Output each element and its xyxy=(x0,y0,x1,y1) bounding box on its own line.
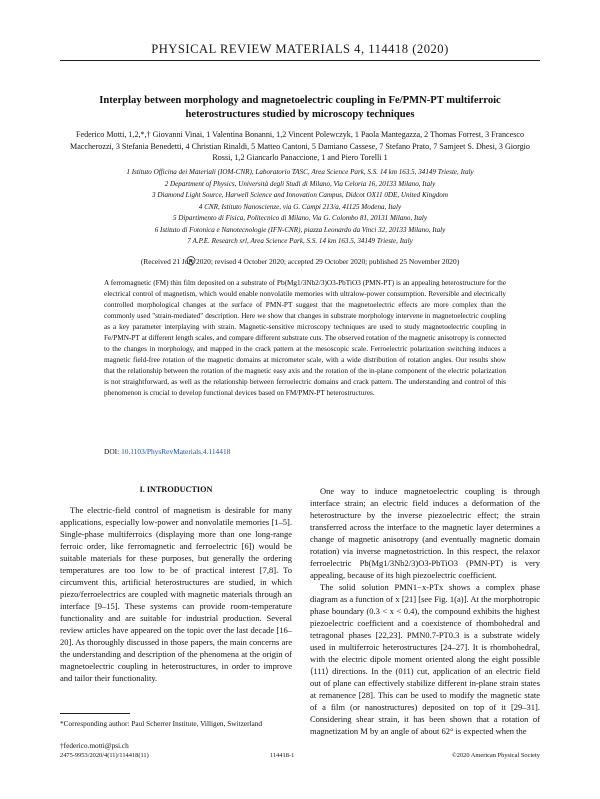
affiliation: 4 CNR, Istituto Nanoscienze, via G. Campi 213/a, 41125 Modena, Italy xyxy=(198,202,402,211)
copyright: ©2020 American Physical Society xyxy=(451,752,540,759)
affiliation: 5 Dipartimento di Fisica, Politecnico di Milano, Via G. Colombo 81, 20131 Milano, Italy xyxy=(172,214,428,222)
doi-link[interactable]: 10.1103/PhysRevMaterials.4.114418 xyxy=(121,447,231,456)
right-column xyxy=(310,485,540,737)
affiliation: 7 A.P.E. Research srl, Area Science Park, S.S. 14 km 163.5, 34149 Trieste, Italy xyxy=(187,237,413,245)
left-column xyxy=(60,484,292,684)
affiliation-list xyxy=(70,167,530,248)
author-list: Federico Motti, 1,2,*,† Giovanni Vinai, 1 Valentina Bonanni, 1,2 Vincent Polewczyk, 1 Paola Mantegazza, 2 Thomas Forrest, 3 Francesco Maccherozzi, 3 Stefania Benedetti, 4 Christian Rinaldi, 5 Matteo Cantoni, 5 Damiano Cassese, 7 Stefano Prato, 7 Samjeet S. Dhesi, 3 Giorgio Rossi, 1,2 Giancarlo Panaccione, 1 and Piero Torelli 1 xyxy=(70,130,530,163)
paper-title: Interplay between morphology and magnetoelectric coupling in Fe/PMN-PT multiferroic heterostructures studied by microscopy techniques xyxy=(99,95,501,120)
footnote-rule xyxy=(60,713,130,714)
affiliation: 6 Istituto di Fotonica e Nanotecnologie (IFN-CNR), piazza Leonardo da Vinci 32, 20133 Milano, Italy xyxy=(154,225,446,234)
journal-header: PHYSICAL REVIEW MATERIALS 4, 114418 (2020) xyxy=(151,42,449,56)
section-heading: I. INTRODUCTION xyxy=(139,485,213,494)
header-rule xyxy=(60,60,540,61)
doi-label: DOI: xyxy=(104,447,120,456)
abstract: A ferromagnetic (FM) thin film deposited on a substrate of Pb(Mg1/3Nb2/3)O3-PbTiO3 (PMN-PT) is an appealing heterostructure for the electrical control of magnetism, which would enable nonvolatile memories with ultralow-power consumption. Reversible and electrically controlled morphological changes at the surface of PMN-PT suggest that the magnetoelectric effects are more complex than the commonly used "strain-mediated" description. Here we show that changes in substrate morphology intervene in magnetoelectric coupling as a key parameter interplaying with strain. Magnetic-sensitive microscopy techniques are used to study magnetoelectric coupling in Fe/PMN-PT at different length scales, and compare different substrate cuts. The observed rotation of the magnetic anisotropy is connected to the changes in morphology, and mapped in the crack pattern at the mesoscopic scale. Ferroelectric polarization switching induces a magnetic field-free rotation of the magnetic domains at micrometer scale, with a wide distribution of rotation angles. Our results show that the relationship between the rotation of the magnetic easy axis and the rotation of the in-plane component of the electric polarization is not straightforward, as well as the relationship between ferroelectric domains and crack pattern. The understanding and control of this phenomenon is crucial to develop functional devices based on FM/PMN-PT heterostructures. xyxy=(104,279,506,397)
received-dates: (Received 21 July 2020; revised 4 October 2020; accepted 29 October 2020; published 25 November 2020) xyxy=(140,257,460,266)
body-paragraph: The solid solution PMN1−x-PTx shows a complex phase diagram as a function of x [21] [see Fig. 1(a)]. At the morphotropic phase boundary (0.3 < x < 0.4), the compound exhibits the highest piezoelectric coefficient and a coexistence of rhombohedral and tetragonal phases [22,23]. PMN0.7-PT0.3 is a substrate widely used in multiferroic heterostructures [24–27]. It is rhombohedral, with the electric dipole moment oriented along the eight possible ⟨111⟩ directions. In the (011) cut, application of an electric field out of plane can effectively stabilize different in-plane strain states at remanence [28]. This can be used to modify the magnetic state of a film (or nanostructures) deposited on top of it [29–31]. Considering shear strain, it has been shown that a rotation of magnetization M by an angle of about 62° is expected when the xyxy=(310,582,540,736)
affiliation: 1 Istituto Officina dei Materiali (IOM-CNR), Laboratorio TASC, Area Science Park, S.S. 14 km 163.5, 34149 Trieste, Italy xyxy=(126,168,474,176)
footnote-email[interactable]: †federico.motti@psi.ch xyxy=(60,741,129,750)
affiliation: 3 Diamond Light Source, Harwell Science and Innovation Campus, Didcot OX11 0DE, United Kingdom xyxy=(152,191,448,199)
body-paragraph: One way to induce magnetoelectric coupling is through interface strain; an electric field induces a deformation of the heterostructure by the inverse piezoelectric effect; the strain transferred across the interface to the magnetic layer determines a change of magnetic anisotropy (and eventually magnetic domain rotation) via inverse magnetostriction. In this respect, the relaxor ferroelectric Pb(Mg1/3Nb2/3)O3-PbTiO3 (PMN-PT) is very appealing, because of its high piezoelectric coefficient. xyxy=(310,486,540,580)
footnote-corresponding: *Corresponding author: Paul Scherrer Institute, Villigen, Switzerland xyxy=(60,719,263,728)
footer-issn: 2475-9953/2020/4(11)/114418(11) xyxy=(60,752,149,759)
intro-paragraph: The electric-field control of magnetism is desirable for many applications, especially low-power and nonvolatile memories [1–5]. Single-phase multiferroics (displaying more than one long-range ferroic order, like ferromagnetic and ferroelectric [6]) would be suitable materials for these purposes, but generally the ordering temperatures are too low to be of practical interest [7,8]. To circumvent this, artificial heterostructures are studied, in which piezo/ferroelectrics are coupled with magnetic materials through an interface [9–15]. These systems can provide room-temperature functionality and are suitable for industrial production. Several review articles have appeared on the topic over the last decade [16–20]. As thoroughly discussed in those papers, the main concerns are the understanding and description of the phenomena at the origin of magnetoelectric coupling in heterostructures, in order to improve and tailor their functionality. xyxy=(60,505,292,683)
page-number: 114418-1 xyxy=(270,752,295,759)
affiliation: 2 Department of Physics, Università degli Studi di Milano, Via Celoria 16, 20133 Milano, Italy xyxy=(164,179,436,188)
doi-line xyxy=(104,447,230,456)
